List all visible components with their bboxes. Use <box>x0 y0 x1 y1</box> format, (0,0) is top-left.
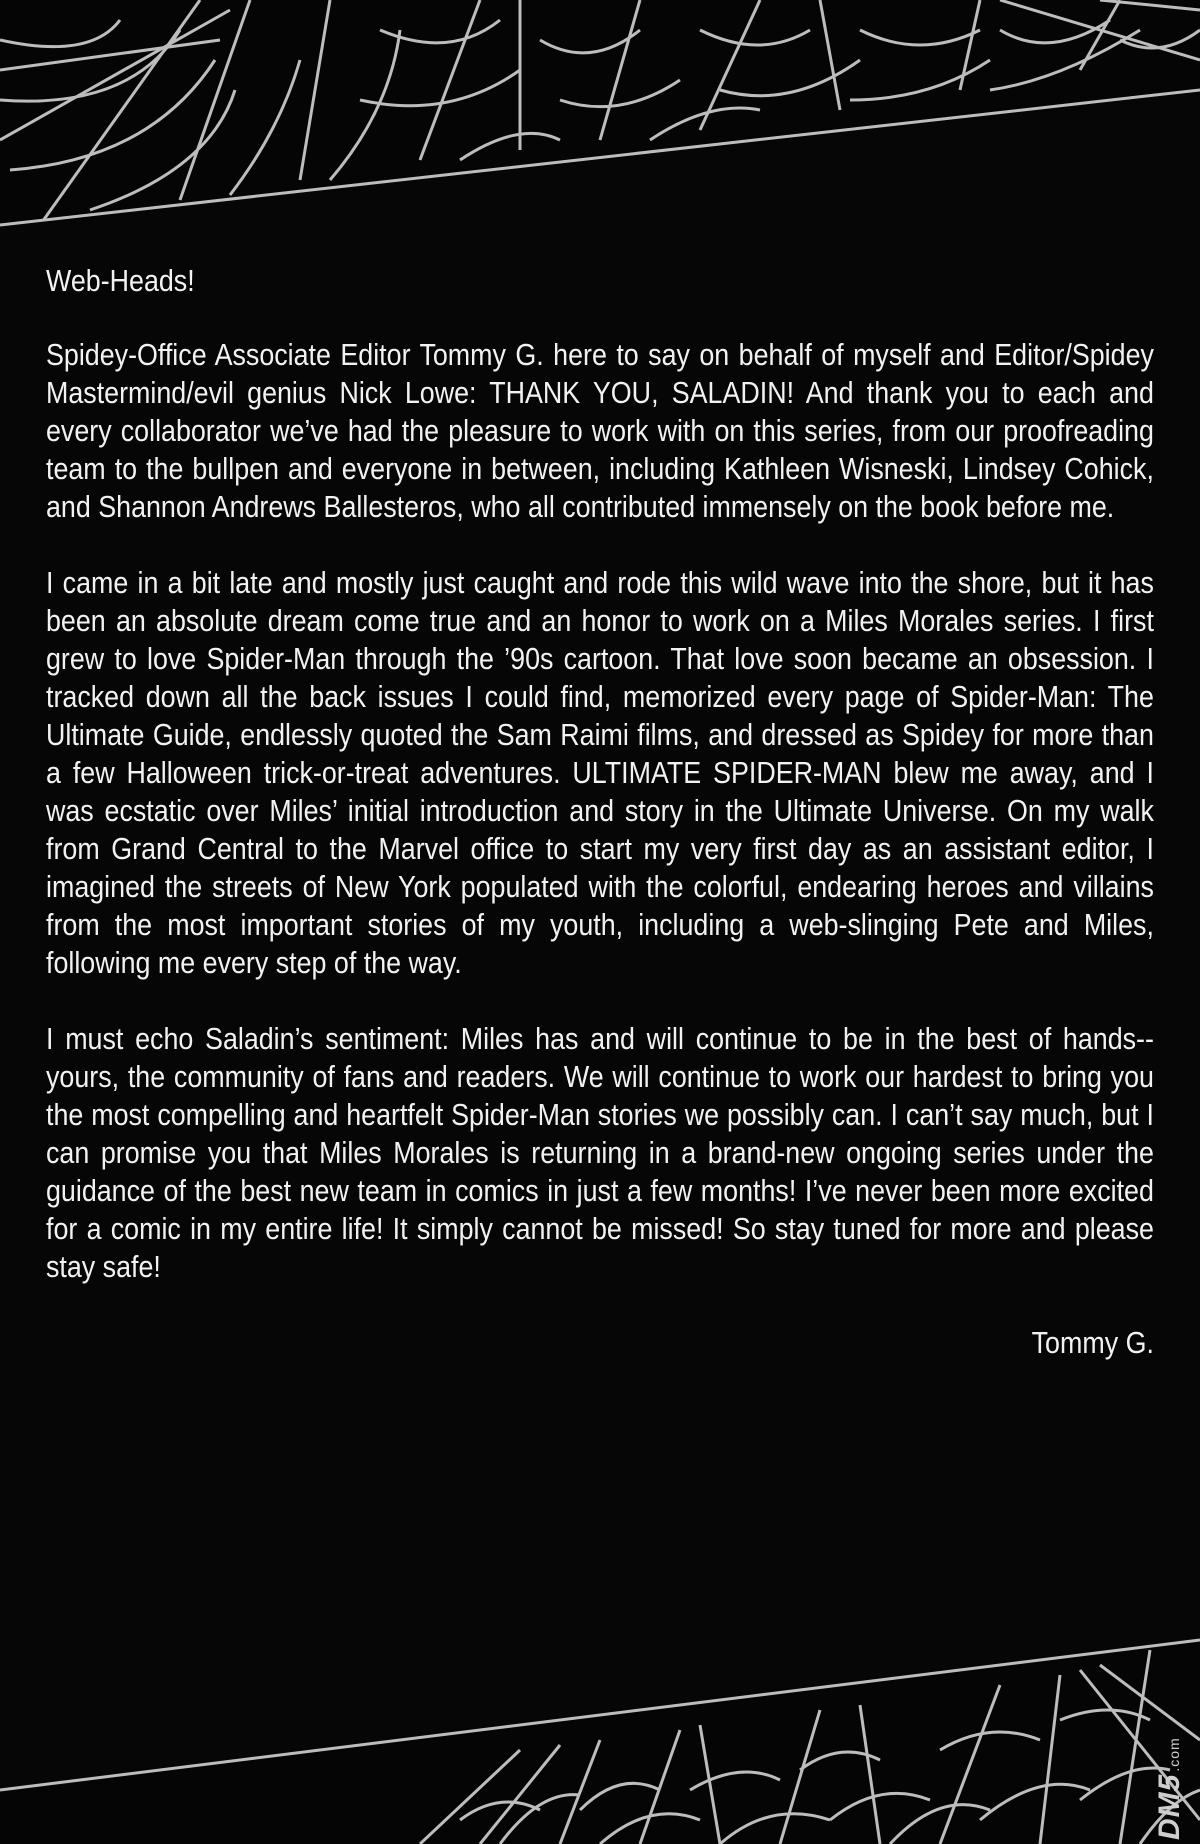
watermark-sub: .com <box>1166 1737 1182 1772</box>
spider-web-top <box>0 0 1200 240</box>
letter-signoff: Tommy G. <box>1031 1326 1154 1360</box>
letter-paragraph-2: I came in a bit late and mostly just caught and rode this wild wave into the shore, but it has been an absolute dream come true and an honor to work on a Miles Morales series. I first grew to love Spider-Man through the ’90s cartoon. That love soon became an obsession. I tracked down all the back issues I could find, memorized every page of Spider-Man: The Ultimate Guide, endlessly quoted the Sam Raimi films, and dressed as Spidey for more than a few Halloween trick-or-treat adventures. ULTIMATE SPIDER-MAN blew me away, and I was ecstatic over Miles’ initial introduction and story in the Ultimate Universe. On my walk from Grand Central to the Marvel office to start my very first day as an assistant editor, I imagined the streets of New York populated with the colorful, endearing heroes and villains from the most important stories of my youth, including a web-slinging Pete and Miles, following me every step of the way. <box>46 566 1154 980</box>
watermark-logo <box>1153 1737 1187 1840</box>
watermark <box>1150 1690 1190 1840</box>
letter-paragraph-1: Spidey-Office Associate Editor Tommy G. here to say on behalf of myself and Editor/Spidey Mastermind/evil genius Nick Lowe: THANK YOU, SALADIN! And thank you to each and every collaborator we’ve had the pleasure to work with on this series, from our proofreading team to the bullpen and everyone in between, including Kathleen Wisneski, Lindsey Cohick, and Shannon Andrews Ballesteros, who all contributed immensely on the book before me. <box>46 338 1154 524</box>
letter-paragraph-3: I must echo Saladin’s sentiment: Miles has and will continue to be in the best of hands--yours, the community of fans and readers. We will continue to work our hardest to bring you the most compelling and heartfelt Spider-Man stories we possibly can. I can’t say much, but I can promise you that Miles Morales is returning in a brand-new ongoing series under the guidance of the best new team in comics in just a few months! I’ve never been more excited for a comic in my entire life! It simply cannot be missed! So stay tuned for more and please stay safe! <box>46 1022 1154 1284</box>
letter-greeting: Web-Heads! <box>46 264 195 298</box>
watermark-main: DM5 <box>1153 1773 1186 1840</box>
spider-web-bottom <box>0 1620 1200 1844</box>
spider-web-top-graphic <box>0 0 1200 240</box>
letter-body <box>46 262 1154 1400</box>
spider-web-bottom-graphic <box>0 1620 1200 1844</box>
